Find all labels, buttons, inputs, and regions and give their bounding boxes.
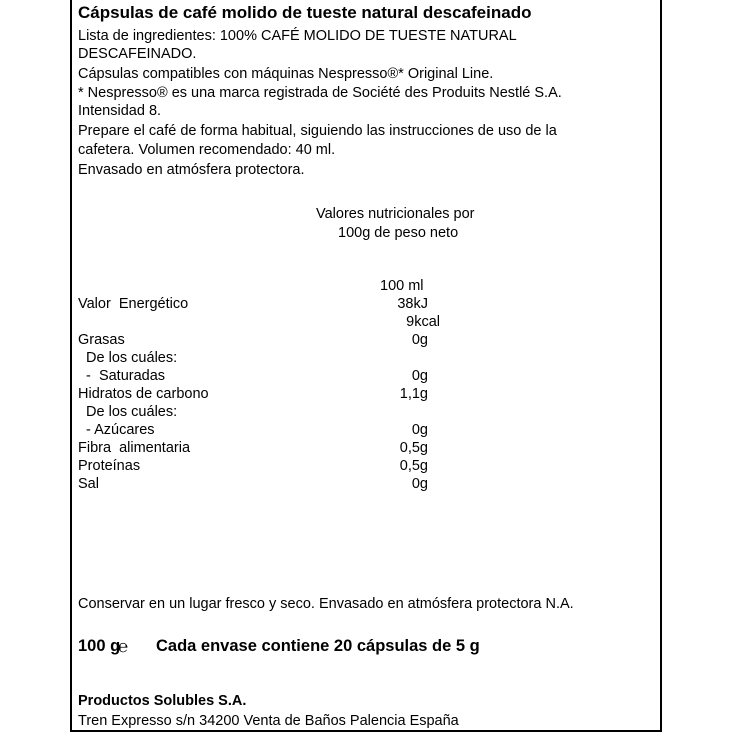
ingredients-line-1: Lista de ingredientes: 100% CAFÉ MOLIDO DE TUESTE NATURAL bbox=[78, 28, 517, 44]
ingredients-line-2: DESCAFEINADO. bbox=[78, 46, 197, 62]
nutrition-row-label: De los cuáles: bbox=[78, 350, 178, 366]
packaging-note: Envasado en atmósfera protectora. bbox=[78, 162, 305, 178]
nutrition-row-value: 9kcal bbox=[406, 314, 440, 330]
nutrition-column-header: 100 ml bbox=[380, 278, 424, 294]
nutrition-row-label: Hidratos de carbono bbox=[78, 386, 209, 402]
contents-text: Cada envase contiene 20 cápsulas de 5 g bbox=[156, 637, 480, 655]
preparation-line-1: Prepare el café de forma habitual, siguiendo las instrucciones de uso de la bbox=[78, 123, 557, 139]
storage-text: Conservar en un lugar fresco y seco. Envasado en atmósfera protectora N.A. bbox=[78, 596, 574, 612]
nutrition-row-value: 0g bbox=[411, 476, 428, 492]
manufacturer-name: Productos Solubles S.A. bbox=[78, 693, 247, 709]
nutrition-row-label: Proteínas bbox=[78, 458, 141, 474]
nutrition-header-line-1: Valores nutricionales por bbox=[316, 206, 475, 222]
nutrition-row-label: Grasas bbox=[78, 332, 125, 348]
nutrition-row-value: 0g bbox=[411, 422, 428, 438]
nutrition-row-label: Fibra alimentaria bbox=[78, 440, 191, 456]
manufacturer-address: Tren Expresso s/n 34200 Venta de Baños Palencia España bbox=[78, 713, 459, 729]
nutrition-row-value: 0,5g bbox=[399, 458, 428, 474]
net-weight: 100 g bbox=[78, 637, 121, 655]
nutrition-row-label: De los cuáles: bbox=[78, 404, 178, 420]
nutrition-row-value: 0,5g bbox=[399, 440, 428, 456]
nutrition-row-value: 1,1g bbox=[399, 386, 428, 402]
compatibility-text: Cápsulas compatibles con máquinas Nespresso®* Original Line. bbox=[78, 66, 494, 82]
nutrition-row-label: Sal bbox=[78, 476, 99, 492]
nutrition-row-label: - Azúcares bbox=[78, 422, 155, 438]
nutrition-row-label: - Saturadas bbox=[78, 368, 166, 384]
estimated-sign-icon: ℮ bbox=[118, 637, 129, 656]
nutrition-row-value: 0g bbox=[411, 368, 428, 384]
intensity-text: Intensidad 8. bbox=[78, 103, 162, 119]
nutrition-row-label: Valor Energético bbox=[78, 296, 189, 312]
product-title: Cápsulas de café molido de tueste natural descafeinado bbox=[78, 3, 532, 22]
nutrition-header-line-2: 100g de peso neto bbox=[338, 225, 459, 241]
nutrition-row-value: 0g bbox=[411, 332, 428, 348]
preparation-line-2: cafetera. Volumen recomendado: 40 ml. bbox=[78, 142, 336, 158]
nutrition-row-value: 38kJ bbox=[397, 296, 428, 312]
trademark-note: * Nespresso® es una marca registrada de Société des Produits Nestlé S.A. bbox=[78, 85, 562, 101]
